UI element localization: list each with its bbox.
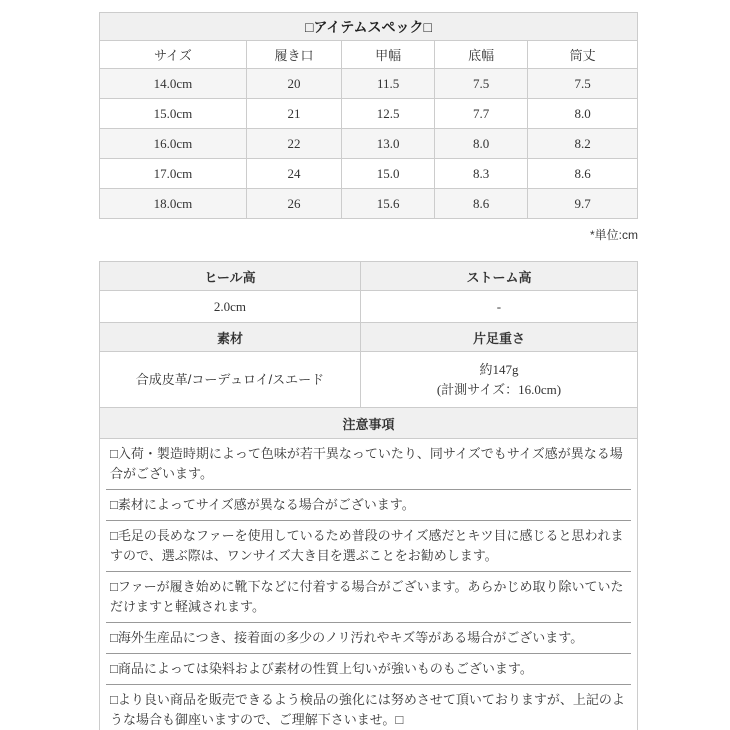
table-row xyxy=(100,159,638,189)
column-header-opening: 履き口 xyxy=(246,41,341,69)
weight-value xyxy=(360,352,637,408)
instep-cell: 15.0 xyxy=(342,159,435,189)
notice-list xyxy=(100,439,638,730)
size-cell: 17.0cm xyxy=(100,159,247,189)
weight-label: 片足重さ xyxy=(360,323,637,352)
table-row xyxy=(100,189,638,219)
table-row xyxy=(100,99,638,129)
table-row xyxy=(100,69,638,99)
weight-measure-size: (計測サイズ：16.0cm) xyxy=(436,381,562,397)
note-item: □入荷・製造時期によって色味が若干異なっていたり、同サイズでもサイズ感が異なる場合がございます。 xyxy=(106,439,631,490)
column-header-size: サイズ xyxy=(100,41,247,69)
opening-cell: 26 xyxy=(246,189,341,219)
spec-title-row xyxy=(100,13,638,41)
note-item: □毛足の長めなファーを使用しているため普段のサイズ感だとキツ目に感じると思われますので、選ぶ際は、ワンサイズ大き目を選ぶことをお勧めします。 xyxy=(106,521,631,572)
shaft-cell: 7.5 xyxy=(528,69,638,99)
note-item: □海外生産品につき、接着面の多少のノリ汚れやキズ等がある場合がございます。 xyxy=(106,623,631,654)
detail-value-row xyxy=(100,291,638,323)
material-label: 素材 xyxy=(100,323,361,352)
instep-cell: 15.6 xyxy=(342,189,435,219)
detail-table xyxy=(99,261,638,730)
sole-cell: 8.3 xyxy=(435,159,528,189)
storm-height-label: ストーム高 xyxy=(360,262,637,291)
material-value: 合成皮革/コーデュロイ/スエード xyxy=(100,352,361,408)
heel-height-label: ヒール高 xyxy=(100,262,361,291)
notice-title: 注意事項 xyxy=(100,408,638,439)
heel-height-value: 2.0cm xyxy=(100,291,361,323)
size-spec-table xyxy=(99,12,638,219)
instep-cell: 12.5 xyxy=(342,99,435,129)
size-cell: 16.0cm xyxy=(100,129,247,159)
shaft-cell: 9.7 xyxy=(528,189,638,219)
item-spec-page xyxy=(99,12,638,730)
column-header-instep-width: 甲幅 xyxy=(342,41,435,69)
detail-value-row xyxy=(100,352,638,408)
detail-header-row xyxy=(100,262,638,291)
detail-header-row xyxy=(100,323,638,352)
note-item: □ファーが履き始めに靴下などに付着する場合がございます。あらかじめ取り除いていただけますと軽減されます。 xyxy=(106,572,631,623)
notice-header-row xyxy=(100,408,638,439)
shaft-cell: 8.0 xyxy=(528,99,638,129)
shaft-cell: 8.6 xyxy=(528,159,638,189)
column-header-sole-width: 底幅 xyxy=(435,41,528,69)
unit-note: *単位:cm xyxy=(589,228,638,242)
size-cell: 15.0cm xyxy=(100,99,247,129)
sole-cell: 7.7 xyxy=(435,99,528,129)
opening-cell: 24 xyxy=(246,159,341,189)
note-item: □商品によっては染料および素材の性質上匂いが強いものもございます。 xyxy=(106,654,631,685)
size-cell: 18.0cm xyxy=(100,189,247,219)
sole-cell: 8.6 xyxy=(435,189,528,219)
instep-cell: 13.0 xyxy=(342,129,435,159)
sole-cell: 7.5 xyxy=(435,69,528,99)
note-item: □より良い商品を販売できるよう検品の強化には努めさせて頂いておりますが、上記のような場合も御座いますので、ご理解下さいませ。□ xyxy=(110,692,625,727)
note-item: □素材によってサイズ感が異なる場合がございます。 xyxy=(106,490,631,521)
column-header-shaft-height: 筒丈 xyxy=(528,41,638,69)
table-row xyxy=(100,129,638,159)
notice-body-row xyxy=(100,439,638,730)
opening-cell: 21 xyxy=(246,99,341,129)
opening-cell: 22 xyxy=(246,129,341,159)
sole-cell: 8.0 xyxy=(435,129,528,159)
size-cell: 14.0cm xyxy=(100,69,247,99)
weight-amount: 約147g xyxy=(479,361,519,377)
instep-cell: 11.5 xyxy=(342,69,435,99)
spec-table-title: □アイテムスペック□ xyxy=(100,13,638,41)
opening-cell: 20 xyxy=(246,69,341,99)
spec-header-row xyxy=(100,41,638,69)
shaft-cell: 8.2 xyxy=(528,129,638,159)
storm-height-value: - xyxy=(360,291,637,323)
